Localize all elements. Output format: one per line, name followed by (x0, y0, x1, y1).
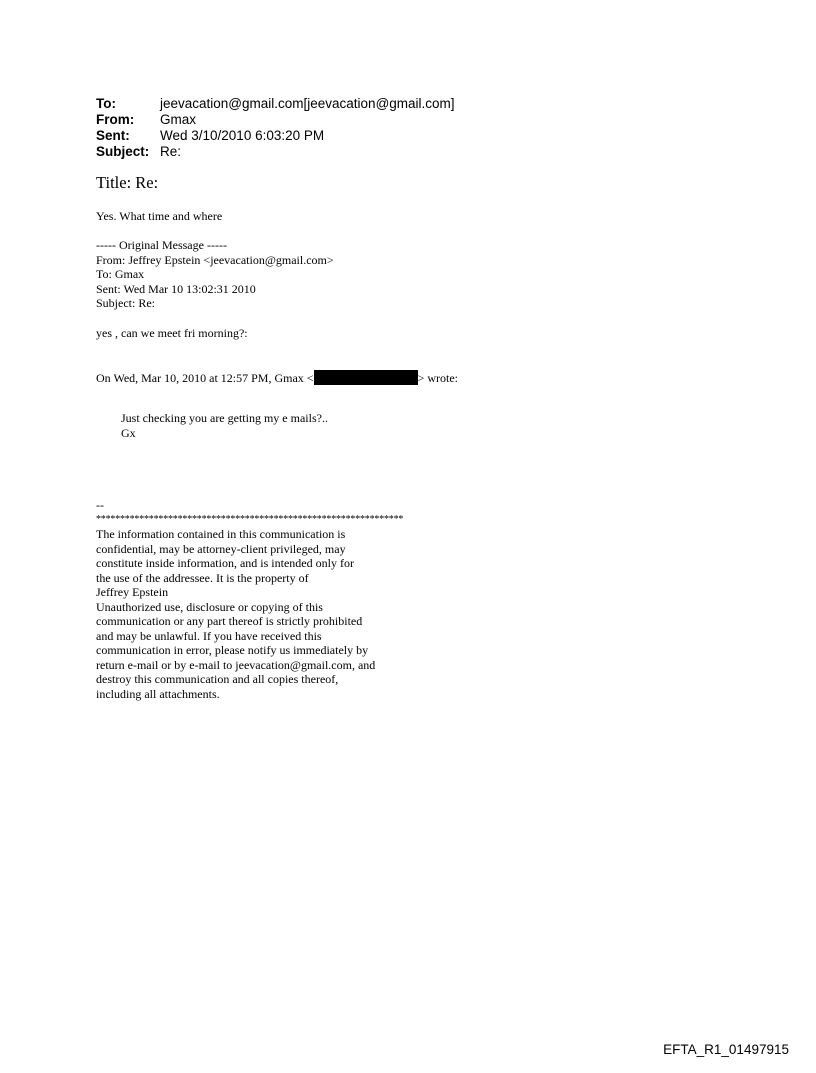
original-sent: Sent: Wed Mar 10 13:02:31 2010 (96, 281, 256, 296)
email-header (96, 96, 455, 160)
quote-intro-after: > wrote: (417, 371, 459, 385)
from-label: From: (96, 112, 135, 127)
subject-value: Re: (160, 144, 182, 159)
from-row (96, 112, 455, 128)
quoted-message (121, 411, 328, 441)
to-label: To: (96, 96, 116, 111)
sent-value: Wed 3/10/2010 6:03:20 PM (160, 128, 325, 143)
original-separator: ----- Original Message ----- (96, 238, 227, 252)
redaction-bar (314, 370, 418, 385)
original-body: yes , can we meet fri morning?: (96, 326, 248, 340)
from-value: Gmax (160, 112, 197, 127)
document-id: EFTA_R1_01497915 (663, 1042, 789, 1057)
quote-intro-before: On Wed, Mar 10, 2010 at 12:57 PM, Gmax < (96, 371, 314, 385)
disclaimer-line: constitute inside information, and is intended only for (96, 556, 354, 570)
subject-label: Subject: (96, 144, 150, 159)
disclaimer-line: Jeffrey Epstein (96, 585, 169, 599)
signature-stars: **************************************************************** (96, 513, 404, 525)
signature-dashes: -- (96, 498, 104, 512)
original-to: To: Gmax (96, 267, 145, 281)
original-from: From: Jeffrey Epstein <jeevacation@gmail.com> (96, 252, 334, 267)
disclaimer-line: the use of the addressee. It is the property of (96, 570, 309, 585)
signature (96, 498, 403, 701)
subject-row (96, 144, 455, 160)
sent-row (96, 128, 455, 144)
original-subject: Subject: Re: (96, 296, 155, 310)
disclaimer-line: return e-mail or by e-mail to jeevacation@gmail.com, and (96, 657, 376, 672)
original-message-header (96, 238, 334, 311)
disclaimer-line: destroy this communication and all copies thereof, (96, 672, 339, 686)
message-title: Title: Re: (96, 173, 159, 192)
to-row (96, 96, 455, 112)
sent-label: Sent: (96, 128, 130, 143)
disclaimer-line: including all attachments. (96, 686, 220, 701)
quoted-line: Gx (121, 426, 136, 440)
disclaimer-line: The information contained in this communication is (96, 527, 346, 541)
disclaimer-line: confidential, may be attorney-client privileged, may (96, 541, 346, 556)
disclaimer-line: and may be unlawful. If you have received this (96, 628, 322, 643)
disclaimer-line: communication or any part thereof is strictly prohibited (96, 614, 363, 628)
to-value: jeevacation@gmail.com[jeevacation@gmail.com] (160, 96, 455, 111)
disclaimer-line: Unauthorized use, disclosure or copying of this (96, 599, 323, 614)
disclaimer-line: communication in error, please notify us immediately by (96, 643, 369, 657)
reply-body: Yes. What time and where (96, 209, 223, 223)
quote-intro (96, 370, 458, 386)
quoted-line: Just checking you are getting my e mails?.. (121, 411, 328, 425)
